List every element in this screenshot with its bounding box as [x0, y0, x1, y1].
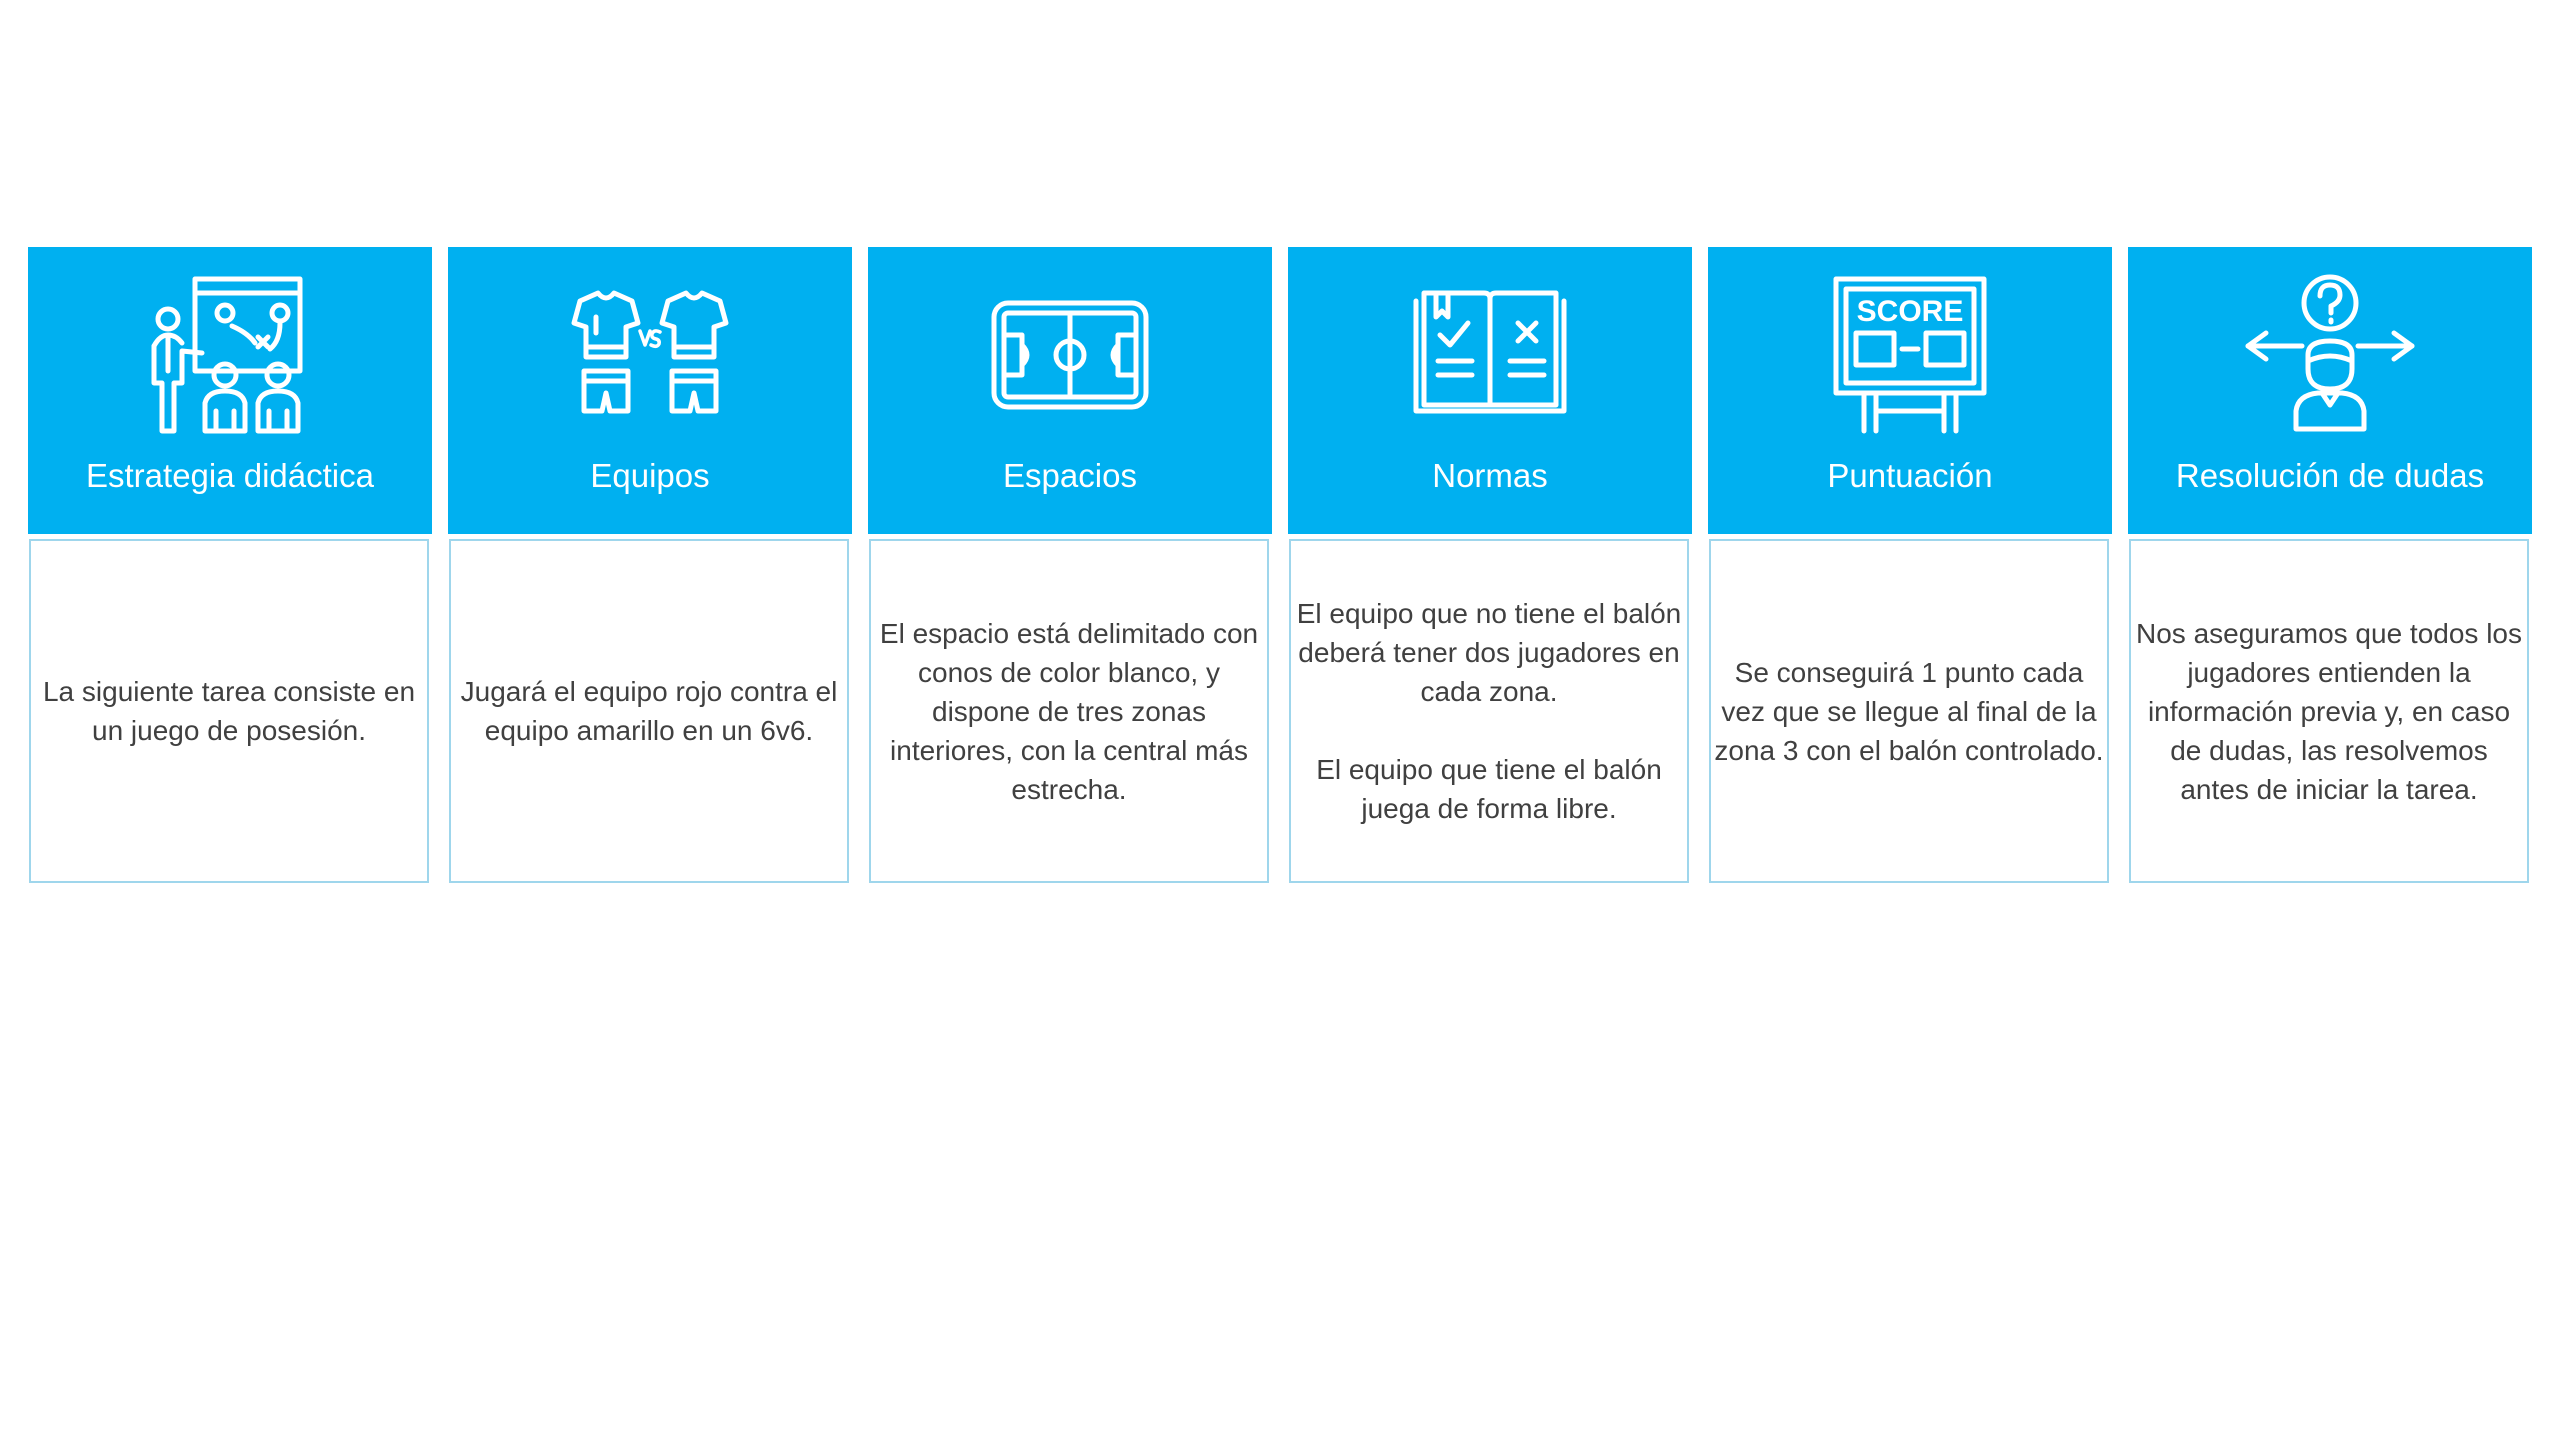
- card-header: [448, 247, 852, 534]
- card-resolucion: [2128, 247, 2532, 887]
- card-header: [868, 247, 1272, 534]
- card-equipos: [448, 247, 852, 887]
- card-title: Resolución de dudas: [2175, 457, 2485, 494]
- card-text: Jugará el equipo rojo contra el equipo amarillo en un 6v6.: [460, 676, 838, 746]
- card-normas: [1288, 247, 1692, 887]
- card-title: Espacios: [1003, 457, 1137, 494]
- card-title: Equipos: [590, 457, 710, 494]
- card-text: Se conseguirá 1 punto cada vez que se llegue al final de la zona 3 con el balón controlado.: [1714, 656, 2104, 766]
- card-header: [2128, 247, 2532, 534]
- card-header: [1708, 247, 2112, 534]
- card-body: [29, 539, 429, 883]
- card-body: [1289, 539, 1689, 883]
- card-body: [449, 539, 849, 883]
- card-text: El espacio está delimitado con conos de color blanco, y dispone de tres zonas interiores, con la central más estrecha.: [879, 617, 1259, 805]
- question-person-arrows-icon: [2128, 271, 2532, 441]
- scoreboard-icon: [1708, 271, 2112, 441]
- cards-row: [28, 247, 2533, 887]
- card-body: [869, 539, 1269, 883]
- football-pitch-icon: [868, 271, 1272, 441]
- card-title: Normas: [1432, 457, 1548, 494]
- card-text: Nos aseguramos que todos los jugadores entienden la información previa y, en caso de dudas, las resolvemos antes de iniciar la tarea.: [2136, 617, 2522, 805]
- card-body: [1709, 539, 2109, 883]
- card-title: Estrategia didáctica: [86, 457, 374, 494]
- rule-book-icon: [1288, 271, 1692, 441]
- teacher-strategy-board-icon: [28, 271, 432, 441]
- card-espacios: [868, 247, 1272, 887]
- card-header: [28, 247, 432, 534]
- card-text: La siguiente tarea consiste en un juego de posesión.: [42, 676, 416, 746]
- score-icon-label: SCORE: [1856, 295, 1964, 328]
- card-body: [2129, 539, 2529, 883]
- card-puntuacion: [1708, 247, 2112, 887]
- card-header: [1288, 247, 1692, 534]
- card-text: El equipo que no tiene el balón deberá tener dos jugadores en cada zona. El equipo que tiene el balón juega de forma libre.: [1296, 598, 1682, 824]
- card-title: Puntuación: [1827, 457, 1993, 494]
- jersey-vs-jersey-icon: [448, 271, 852, 441]
- card-estrategia: [28, 247, 432, 887]
